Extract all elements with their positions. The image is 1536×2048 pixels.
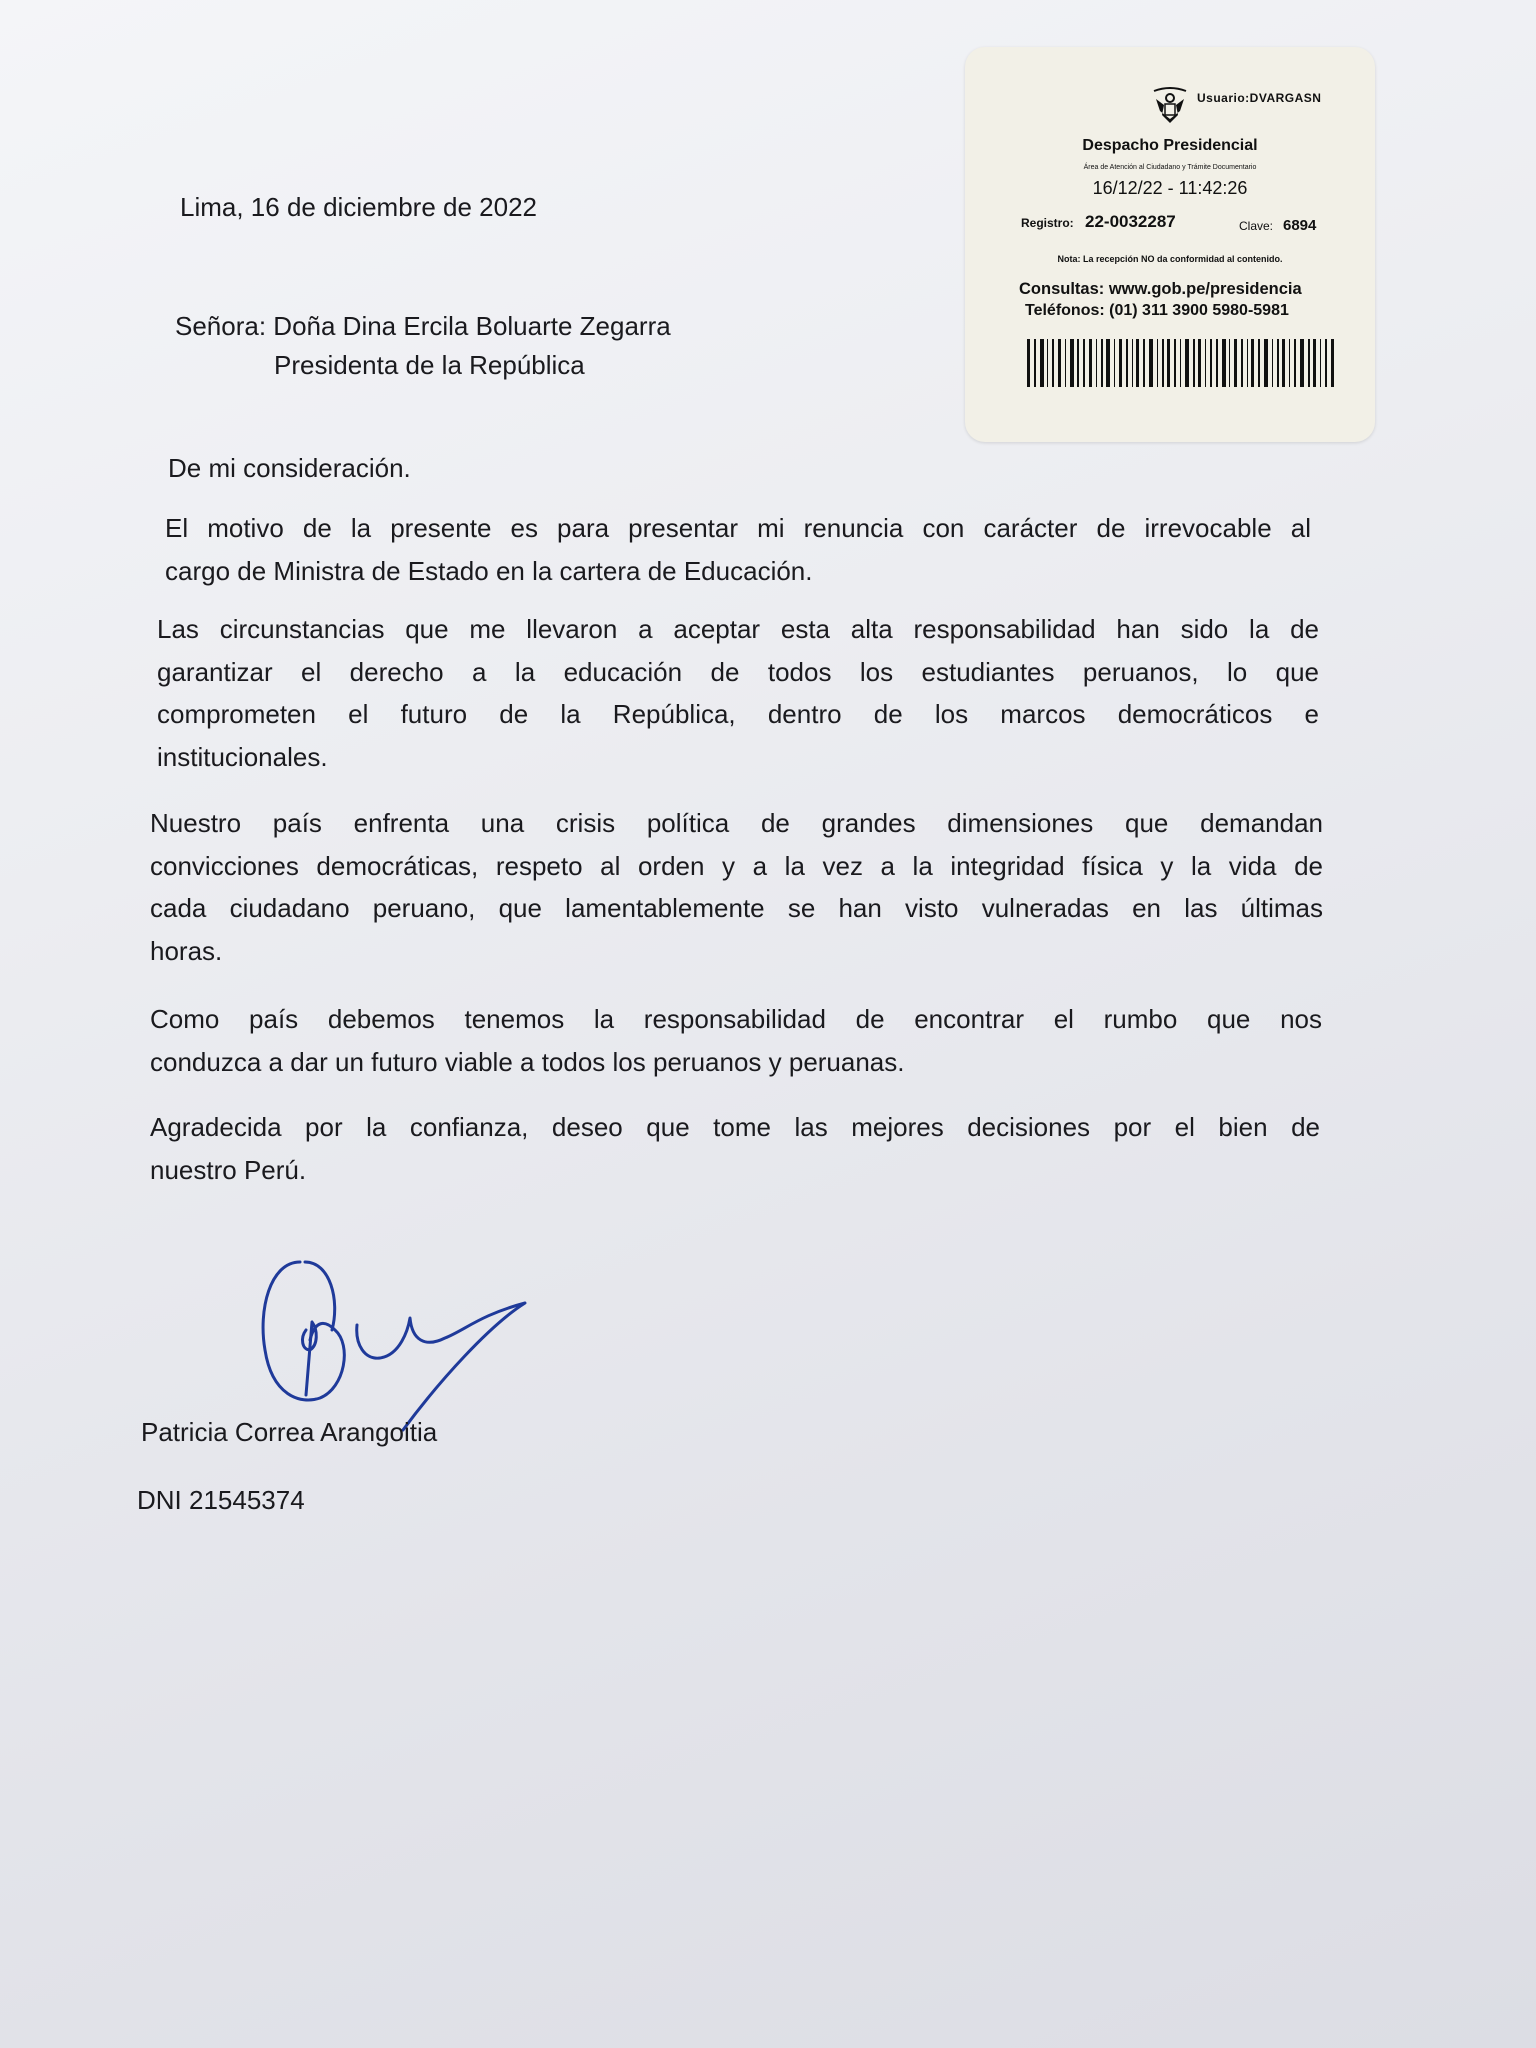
barcode-bar: [1077, 339, 1079, 387]
stamp-datetime: 16/12/22 - 11:42:26: [1092, 178, 1248, 198]
stamp-note: Nota: La recepción NO da conformidad al contenido.: [1057, 254, 1283, 264]
barcode-bar: [1205, 339, 1206, 387]
barcode-bar: [1070, 339, 1074, 387]
barcode-bar: [1308, 339, 1310, 387]
barcode-bar: [1106, 339, 1110, 387]
paragraph-line: convicciones democráticas, respeto al orden y a la vez a la integridad física y la vida de: [150, 850, 1323, 881]
barcode-bar: [1027, 339, 1030, 387]
paragraph-line: Nuestro país enfrenta una crisis política de grandes dimensiones que demandan: [150, 808, 1323, 838]
barcode-bar: [1040, 339, 1044, 387]
barcode-bar: [1251, 339, 1254, 387]
stamp-office: Despacho Presidencial: [1082, 137, 1258, 154]
barcode-bar: [1320, 339, 1321, 387]
barcode-bar: [1272, 339, 1273, 387]
barcode-bar: [1234, 339, 1237, 387]
barcode-bar: [1264, 339, 1268, 387]
barcode-bar: [1101, 339, 1103, 387]
barcode-bar: [1185, 339, 1189, 387]
barcode-bar: [1241, 339, 1243, 387]
barcode-bar: [1114, 339, 1115, 387]
stamp-clave-value: 6894: [1283, 217, 1317, 234]
stamp-registro-value: 22-0032287: [1085, 212, 1176, 231]
barcode-bar: [1096, 339, 1097, 387]
paragraph-line: nuestro Perú.: [150, 1154, 307, 1185]
barcode-bar: [1282, 339, 1285, 387]
paragraph-line: garantizar el derecho a la educación de todos los estudiantes peruanos, lo que: [157, 656, 1319, 687]
stamp-clave-label: Clave:: [1239, 219, 1274, 233]
barcode-bar: [1216, 339, 1218, 387]
peru-emblem-icon: [1150, 85, 1190, 125]
paragraph-line: horas.: [150, 935, 223, 966]
barcode-bar: [1247, 339, 1248, 387]
barcode-bar: [1258, 339, 1260, 387]
recipient-name: Señora: Doña Dina Ercila Boluarte Zegarra: [175, 311, 671, 341]
barcode-bar: [1058, 339, 1061, 387]
stamp-telefonos: Teléfonos: (01) 311 3900 5980-5981: [1025, 302, 1289, 319]
barcode-bar: [1132, 339, 1133, 387]
barcode-bar: [1313, 339, 1316, 387]
paragraph-line: Como país debemos tenemos la responsabilidad de encontrar el rumbo que nos: [150, 1004, 1322, 1034]
barcode-bar: [1143, 339, 1145, 387]
barcode-bar: [1119, 339, 1122, 387]
barcode-bar: [1193, 339, 1195, 387]
barcode: [1027, 339, 1334, 387]
barcode-bar: [1331, 339, 1334, 387]
paragraph-line: conduzca a dar un futuro viable a todos los peruanos y peruanas.: [150, 1046, 905, 1077]
barcode-bar: [1162, 339, 1164, 387]
letter-date: Lima, 16 de diciembre de 2022: [180, 192, 538, 222]
barcode-bar: [1174, 339, 1176, 387]
salutation: De mi consideración.: [168, 453, 411, 483]
barcode-bar: [1180, 339, 1181, 387]
barcode-bar: [1325, 339, 1327, 387]
barcode-bar: [1222, 339, 1226, 387]
paragraph-line: Agradecida por la confianza, deseo que tome las mejores decisiones por el bien de: [150, 1112, 1320, 1142]
paragraph-line: cargo de Ministra de Estado en la cartera de Educación.: [165, 555, 813, 586]
barcode-bar: [1034, 339, 1036, 387]
stamp-area: Área de Atención al Ciudadano y Trámite Documentario: [1083, 164, 1257, 171]
barcode-bar: [1052, 339, 1054, 387]
reception-stamp: [965, 47, 1375, 442]
barcode-bar: [1300, 339, 1304, 387]
barcode-bar: [1277, 339, 1279, 387]
recipient-title: Presidenta de la República: [274, 350, 585, 380]
barcode-bar: [1167, 339, 1170, 387]
stamp-registro-label: Registro:: [1021, 216, 1074, 230]
paragraph-line: institucionales.: [157, 741, 328, 772]
barcode-bar: [1210, 339, 1212, 387]
barcode-bar: [1065, 339, 1066, 387]
barcode-bar: [1136, 339, 1139, 387]
paragraph-line: El motivo de la presente es para presentar mi renuncia con carácter de irrevocable al: [165, 513, 1311, 543]
barcode-bar: [1083, 339, 1085, 387]
barcode-bar: [1294, 339, 1296, 387]
barcode-bar: [1126, 339, 1128, 387]
barcode-bar: [1198, 339, 1201, 387]
barcode-bar: [1157, 339, 1158, 387]
paragraph-line: comprometen el futuro de la República, dentro de los marcos democráticos e: [157, 699, 1319, 729]
barcode-bar: [1089, 339, 1092, 387]
signer-dni: DNI 21545374: [137, 1485, 305, 1515]
barcode-bar: [1289, 339, 1290, 387]
stamp-consultas: Consultas: www.gob.pe/presidencia: [1019, 280, 1302, 298]
barcode-bar: [1229, 339, 1230, 387]
barcode-bar: [1047, 339, 1048, 387]
paragraph-line: cada ciudadano peruano, que lamentablemente se han visto vulneradas en las últimas: [150, 893, 1323, 923]
paragraph-line: Las circunstancias que me llevaron a aceptar esta alta responsabilidad han sido la de: [157, 614, 1319, 644]
signer-name: Patricia Correa Arangoitia: [141, 1417, 438, 1447]
stamp-user: Usuario:DVARGASN: [1197, 91, 1322, 105]
barcode-bar: [1149, 339, 1153, 387]
